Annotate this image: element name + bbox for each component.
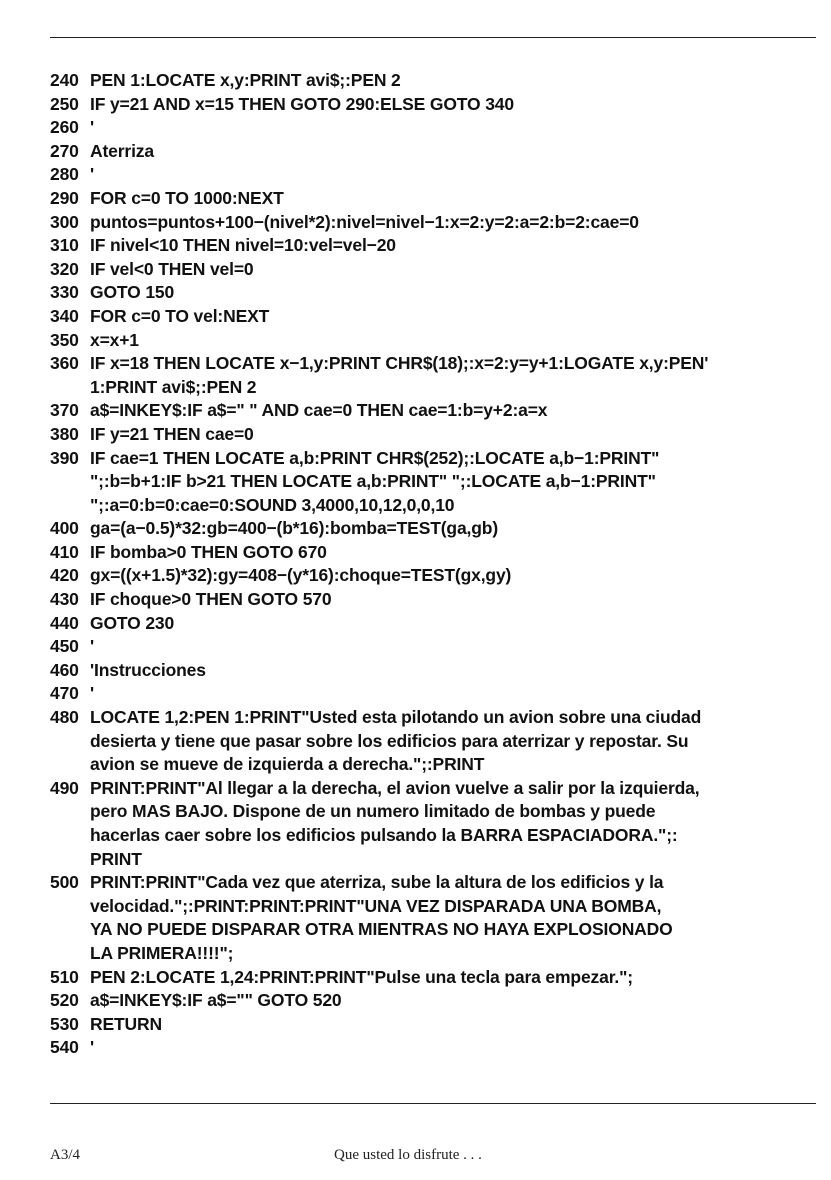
code-line <box>50 69 818 93</box>
line-number: 430 <box>50 589 79 610</box>
code-line <box>50 966 818 990</box>
code-continuation: ";:a=0:b=0:cae=0:SOUND 3,4000,10,12,0,0,10 <box>90 494 455 515</box>
code-statement: LOCATE 1,2:PEN 1:PRINT"Usted esta pilotando un avion sobre una ciudad <box>90 707 702 728</box>
code-line <box>50 706 818 777</box>
line-number: 370 <box>50 400 79 421</box>
code-statement: RETURN <box>90 1013 163 1034</box>
line-number: 470 <box>50 683 79 704</box>
code-statement: puntos=puntos+100−(nivel*2):nivel=nivel−1:x=2:y=2:a=2:b=2:cae=0 <box>90 211 639 232</box>
code-statement: PRINT:PRINT"Al llegar a la derecha, el avion vuelve a salir por la izquierda, <box>90 777 700 798</box>
line-number: 300 <box>50 211 79 232</box>
code-statement: IF cae=1 THEN LOCATE a,b:PRINT CHR$(252);:LOCATE a,b−1:PRINT" <box>90 447 660 468</box>
line-number: 480 <box>50 707 79 728</box>
line-number: 420 <box>50 565 79 586</box>
line-number: 460 <box>50 659 79 680</box>
code-statement: ' <box>90 636 95 657</box>
line-number: 530 <box>50 1013 79 1034</box>
code-continuation: avion se mueve de izquierda a derecha.";:PRINT <box>90 754 485 775</box>
code-line <box>50 541 818 565</box>
code-statement: a$=INKEY$:IF a$="" GOTO 520 <box>90 990 342 1011</box>
line-number: 520 <box>50 990 79 1011</box>
code-statement: gx=((x+1.5)*32):gy=408−(y*16):choque=TEST(gx,gy) <box>90 565 512 586</box>
bottom-rule <box>50 1103 816 1104</box>
line-number: 310 <box>50 235 79 256</box>
code-line <box>50 517 818 541</box>
code-line <box>50 659 818 683</box>
code-statement: GOTO 230 <box>90 612 175 633</box>
code-statement: ' <box>90 1037 95 1058</box>
code-statement: IF y=21 THEN cae=0 <box>90 423 254 444</box>
code-line <box>50 612 818 636</box>
code-line <box>50 258 818 282</box>
code-statement: PEN 2:LOCATE 1,24:PRINT:PRINT"Pulse una tecla para empezar."; <box>90 966 633 987</box>
code-line <box>50 564 818 588</box>
line-number: 450 <box>50 636 79 657</box>
line-number: 280 <box>50 164 79 185</box>
top-rule <box>50 37 816 38</box>
code-statement: FOR c=0 TO 1000:NEXT <box>90 187 284 208</box>
code-continuation: desierta y tiene que pasar sobre los edificios para aterrizar y repostar. Su <box>90 730 689 751</box>
code-statement: PRINT:PRINT"Cada vez que aterriza, sube la altura de los edificios y la <box>90 872 664 893</box>
line-number: 490 <box>50 777 79 798</box>
code-line <box>50 329 818 353</box>
code-statement: IF bomba>0 THEN GOTO 670 <box>90 541 327 562</box>
line-number: 440 <box>50 612 79 633</box>
code-statement: ' <box>90 164 95 185</box>
code-line <box>50 1036 818 1060</box>
code-line <box>50 234 818 258</box>
code-line <box>50 423 818 447</box>
code-line <box>50 588 818 612</box>
code-line <box>50 187 818 211</box>
code-continuation: pero MAS BAJO. Dispone de un numero limitado de bombas y puede <box>90 801 656 822</box>
code-line <box>50 635 818 659</box>
code-statement: x=x+1 <box>90 329 139 350</box>
code-continuation: YA NO PUEDE DISPARAR OTRA MIENTRAS NO HAYA EXPLOSIONADO <box>90 919 673 940</box>
line-number: 320 <box>50 258 79 279</box>
code-continuation: 1:PRINT avi$;:PEN 2 <box>90 376 257 397</box>
line-number: 270 <box>50 140 79 161</box>
line-number: 380 <box>50 423 79 444</box>
code-line <box>50 116 818 140</box>
code-statement: IF vel<0 THEN vel=0 <box>90 258 254 279</box>
code-line <box>50 447 818 518</box>
line-number: 260 <box>50 117 79 138</box>
code-line <box>50 871 818 965</box>
code-line <box>50 682 818 706</box>
code-line <box>50 163 818 187</box>
line-number: 250 <box>50 93 79 114</box>
code-line <box>50 140 818 164</box>
line-number: 500 <box>50 872 79 893</box>
code-line <box>50 989 818 1013</box>
code-statement: a$=INKEY$:IF a$=" " AND cae=0 THEN cae=1:b=y+2:a=x <box>90 400 548 421</box>
line-number: 240 <box>50 70 79 90</box>
page-footer <box>50 1147 816 1167</box>
line-number: 410 <box>50 541 79 562</box>
code-statement: IF x=18 THEN LOCATE x−1,y:PRINT CHR$(18);:x=2:y=y+1:LOGATE x,y:PEN' <box>90 353 709 374</box>
code-line <box>50 281 818 305</box>
code-statement: ' <box>90 117 95 138</box>
code-statement: IF choque>0 THEN GOTO 570 <box>90 589 332 610</box>
code-line <box>50 211 818 235</box>
code-statement: IF y=21 AND x=15 THEN GOTO 290:ELSE GOTO 340 <box>90 93 514 114</box>
line-number: 350 <box>50 329 79 350</box>
code-continuation: PRINT <box>90 848 142 869</box>
footer-tagline: Que usted lo disfrute . . . <box>334 1147 482 1163</box>
code-statement: GOTO 150 <box>90 282 175 303</box>
code-line <box>50 1013 818 1037</box>
line-number: 540 <box>50 1037 79 1058</box>
line-number: 360 <box>50 353 79 374</box>
line-number: 390 <box>50 447 79 468</box>
code-line <box>50 399 818 423</box>
line-number: 400 <box>50 518 79 539</box>
code-statement: IF nivel<10 THEN nivel=10:vel=vel−20 <box>90 235 396 256</box>
code-statement: ga=(a−0.5)*32:gb=400−(b*16):bomba=TEST(ga,gb) <box>90 518 499 539</box>
code-continuation: hacerlas caer sobre los edificios pulsando la BARRA ESPACIADORA.";: <box>90 825 678 845</box>
code-statement: 'Instrucciones <box>90 659 206 680</box>
code-statement: Aterriza <box>90 140 154 161</box>
code-line <box>50 93 818 117</box>
code-continuation: LA PRIMERA!!!!"; <box>90 942 234 963</box>
line-number: 330 <box>50 282 79 303</box>
line-number: 340 <box>50 305 79 326</box>
code-line <box>50 305 818 329</box>
line-number: 290 <box>50 187 79 208</box>
code-line <box>50 777 818 871</box>
code-continuation: ";:b=b+1:IF b>21 THEN LOCATE a,b:PRINT" ";:LOCATE a,b−1:PRINT" <box>90 471 656 492</box>
page-number: A3/4 <box>50 1147 80 1163</box>
code-continuation: velocidad.";:PRINT:PRINT:PRINT"UNA VEZ DISPARADA UNA BOMBA, <box>90 895 662 916</box>
code-line <box>50 352 818 399</box>
line-number: 510 <box>50 966 79 987</box>
code-statement: FOR c=0 TO vel:NEXT <box>90 305 270 326</box>
code-statement: PEN 1:LOCATE x,y:PRINT avi$;:PEN 2 <box>90 70 401 90</box>
code-statement: ' <box>90 683 95 704</box>
basic-program-listing <box>50 69 818 1060</box>
